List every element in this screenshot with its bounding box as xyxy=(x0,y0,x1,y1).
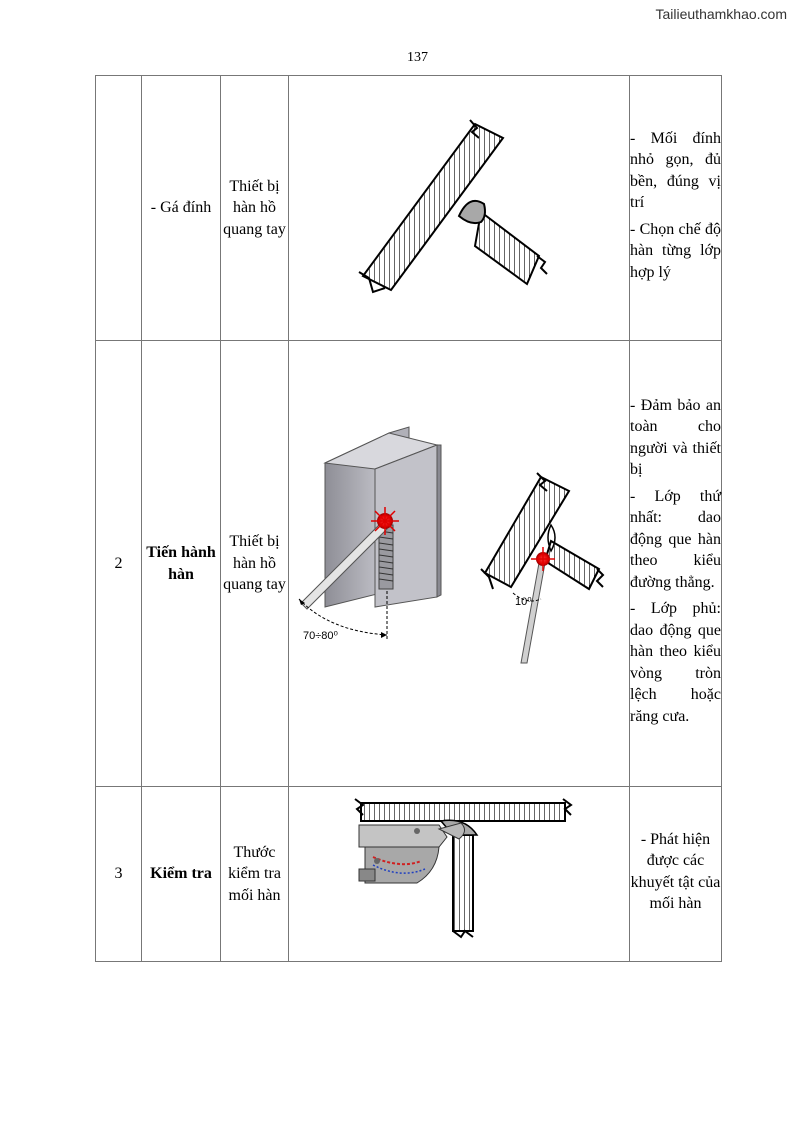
vertical-plate xyxy=(453,835,473,937)
welding-figure xyxy=(289,341,629,786)
stt-cell: 2 xyxy=(96,341,142,787)
requirements-cell xyxy=(630,341,722,787)
weld-gauge xyxy=(359,823,465,883)
step-cell: - Gá đính xyxy=(142,76,221,341)
requirement-item: - Lớp phủ: dao động que hàn theo kiểu vòng tròn lệch hoặc răng cưa. xyxy=(630,600,721,725)
horizontal-plate xyxy=(355,799,571,821)
equipment-cell: Thiết bị hàn hồ quang tay xyxy=(221,341,289,787)
step-cell: Kiểm tra xyxy=(142,787,221,962)
equipment-cell: Thiết bị hàn hồ quang tay xyxy=(221,76,289,341)
tack-weld-figure xyxy=(289,76,629,340)
electrode-rod-2 xyxy=(521,563,545,663)
requirements-cell xyxy=(630,787,722,962)
angle-label-2: 10⁰ xyxy=(515,596,532,608)
watermark: Tailieuthamkhao.com xyxy=(655,6,787,22)
tack-weld-bead xyxy=(459,201,485,223)
procedure-table xyxy=(95,75,722,962)
table-row xyxy=(96,341,722,787)
requirement-item: - Phát hiện được các khuyết tật của mối hàn xyxy=(630,830,721,912)
requirements-cell xyxy=(630,76,722,341)
table-row xyxy=(96,787,722,962)
figure-cell xyxy=(289,341,630,787)
requirement-item: - Chọn chế độ hàn từng lớp hợp lý xyxy=(630,220,721,281)
figure-cell xyxy=(289,76,630,341)
requirement-item: - Lớp thứ nhất: dao động que hàn theo kiểu đường thẳng. xyxy=(630,487,721,591)
arc-spark-icon xyxy=(371,507,399,535)
requirement-item: - Đảm bảo an toàn cho người và thiết bị xyxy=(630,396,721,479)
stt-cell: 3 xyxy=(96,787,142,962)
attached-plate xyxy=(475,212,547,284)
angle-label: 70÷80⁰ xyxy=(303,630,338,642)
gauge-figure xyxy=(289,787,629,961)
table-row xyxy=(96,76,722,341)
figure-cell xyxy=(289,787,630,962)
step-cell: Tiến hành hàn xyxy=(142,341,221,787)
equipment-cell: Thước kiểm tra mối hàn xyxy=(221,787,289,962)
requirement-item: - Mối đính nhỏ gọn, đủ bền, đúng vị trí xyxy=(630,129,721,212)
page-number: 137 xyxy=(407,50,428,65)
stt-cell xyxy=(96,76,142,341)
